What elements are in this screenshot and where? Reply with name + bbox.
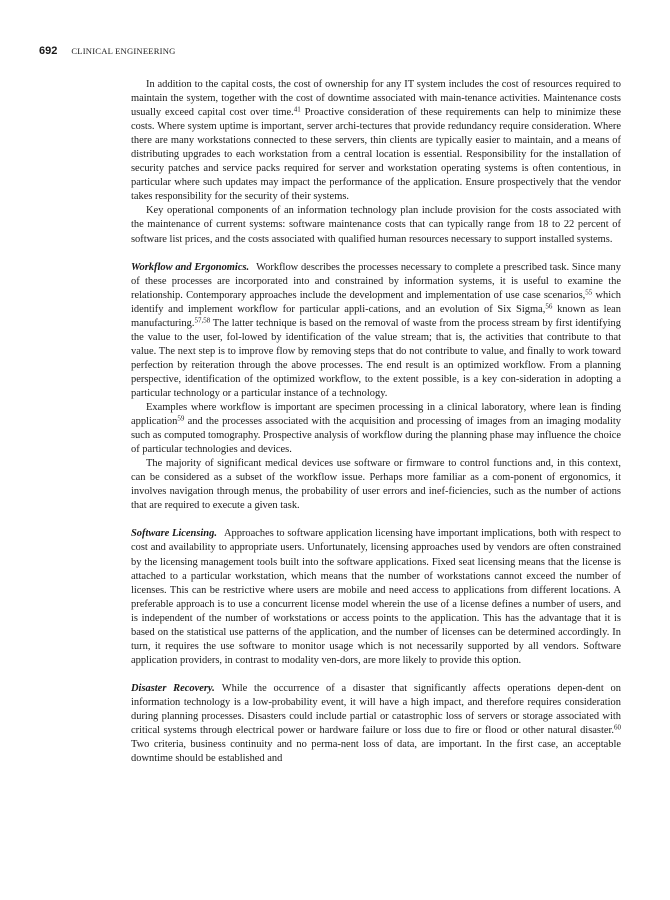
text-run: In addition to the capital costs, the cost of ownership for any IT system includes the cost of resources required to maintain the system, together with the cost of downtime associated with main-tenance activities. Maintenance costs usually exceed capital cost over time. [131,79,621,119]
section-heading: Disaster Recovery. [131,682,215,694]
paragraph [131,78,621,204]
section-paragraph [131,527,621,667]
text-run: Approaches to software application licensing have important implications, both with respect to cost and availability to appropriate users. Unfortunately, licensing approaches used by vendors are often constrained by the licensing management tools built into the software applications. Fixed seat licensing means that the license is attached to a particular workstation, which means that the number of workstations cannot exceed the number of licenses. This can be restrictive where users are mobile and need access to applications from different locations. A preferable approach is to use a concurrent license model wherein the use of a license defines a number of users, and is independent of the number of workstations or access points to the application. This has the advantage that it is based on the statistical use patterns of the application, and the number of licenses can be determined accordingly. In turn, it requires the use software to monitor usage which is not necessarily supported by all vendors. Software application providers, in contrast to modality ven-dors, are more likely to provide this option. [131,528,621,666]
text-run: which identify and implement workflow for particular appli-cations, and an evolution of Six Sigma, [131,289,621,315]
footnote-ref: 57,58 [194,316,211,325]
footnote-ref: 60 [614,723,621,732]
section-heading: Software Licensing. [131,528,217,540]
running-header [39,45,639,57]
text-run: and the processes associated with the acquisition and processing of images from an imaging modality such as computed tomography. Prospective analysis of workflow during the planning phase may influence the choice of particular technologies and devices. [131,416,621,456]
text-run: Workflow describes the processes necessary to complete a prescribed task. Since many of these processes are incorporated into and constrained by information systems, it is useful to examine the relationship. Contemporary approaches include the development and implementation of use case scenarios, [131,261,621,301]
paragraph [131,457,621,513]
footnote-ref: 55 [585,288,593,297]
text-run: The majority of significant medical devices use software or firmware to control functions and, in this context, can be considered as a subset of the workflow issue. Perhaps more familiar as a com-ponent of ergonomics, it involves navigation through menus, the probability of user errors and inef-ficiencies, such as the number of actions that are required to execute a given task. [131,458,621,512]
text-run: The latter technique is based on the removal of waste from the process stream by first identifying the value to the user, fol-lowed by identification of the value stream; that is, the activities that contribute to that value. The next step is to improve flow by removing steps that do not contribute to value, and finally to work toward perfection by reiteration through the above processes. The end result is an optimized workflow. From a planning perspective, identification of the optimized workflow, to the extent possible, is a key con-sideration in adopting a particular technology or a particular instance of a technology. [131,317,621,399]
footnote-ref: 56 [545,302,553,311]
paragraph [131,204,621,246]
section-paragraph [131,261,621,401]
running-title: CLINICAL ENGINEERING [71,46,176,56]
text-run: Two criteria, business continuity and no perma-nent loss of data, are important. In the first case, an acceptable downtime should be established and [131,739,621,765]
text-run: known as lean manufacturing. [131,303,621,329]
text-run: Key operational components of an information technology plan include provision for the costs associated with the maintenance of current systems: software maintenance costs that can typically range from 18 to 22 percent of software list prices, and the costs associated with qualified human resources necessary to support installed systems. [131,205,621,245]
section-heading: Workflow and Ergonomics. [131,261,250,273]
section-paragraph [131,682,621,766]
text-run: Proactive consideration of these requirements can help to minimize these costs. Where system uptime is important, server archi-tectures that provide redundancy require consideration. Where there are many workstations connected to these servers, thin clients are typically easier to maintain, and a means of distributing upgrades to each workstation from a central location is essential. Responsibility for the installation of security patches and service packs required for server and workstation operating systems is often contentious, in particular where such updates may impact the performance of the application. Ensure prospectively that the vendor takes responsibility for the security of their systems. [131,107,621,203]
text-run: Examples where workflow is important are specimen processing in a clinical laboratory, where lean is finding application [131,402,621,428]
page-number: 692 [39,45,58,57]
body-text [131,78,621,766]
paragraph [131,401,621,457]
footnote-ref: 41 [293,105,301,114]
footnote-ref: 59 [177,414,185,423]
text-run: While the occurrence of a disaster that significantly affects operations depen-dent on information technology is a low-probability event, it will have a high impact, and therefore requires consideration during planning processes. Disasters could include partial or catastrophic loss of servers or storage associated with critical systems through electrical power or hardware failure or loss due to fire or flood or other natural disaster. [131,682,621,737]
